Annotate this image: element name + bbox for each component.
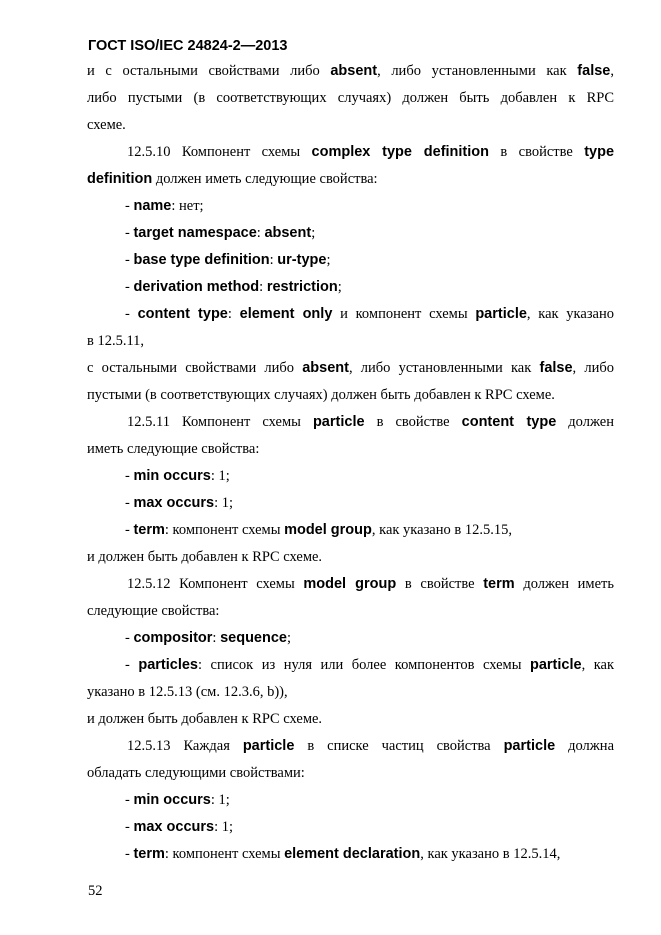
line-text: : список из нуля или более компонентов схемы — [198, 657, 530, 673]
line-text: : — [259, 279, 267, 295]
line-text: : 1; — [214, 819, 234, 835]
line-text: , как указано в 12.5.15, — [371, 522, 512, 538]
text-line — [87, 814, 614, 841]
text-line — [87, 544, 614, 571]
line-text: , как указано — [526, 306, 614, 322]
text-line — [87, 571, 614, 598]
term-text: content type — [461, 414, 557, 430]
text-line — [87, 247, 614, 274]
line-text: , либо — [572, 360, 614, 376]
line-text: схеме. — [87, 117, 126, 133]
text-line — [87, 679, 614, 706]
line-text: , либо установленными как — [348, 360, 540, 376]
line-text: : 1; — [210, 468, 230, 484]
term-text: compositor — [133, 630, 213, 646]
term-text: derivation method — [133, 279, 260, 295]
text-line — [87, 787, 614, 814]
line-text: - — [125, 792, 134, 808]
term-text: absent — [264, 225, 312, 241]
text-line — [87, 652, 614, 679]
line-text: и должен быть добавлен к RPC схеме. — [87, 711, 323, 727]
text-line — [87, 139, 614, 166]
term-text: element only — [239, 306, 333, 322]
term-text: ur-type — [277, 252, 327, 268]
text-line — [87, 463, 614, 490]
line-text: , — [610, 63, 614, 79]
line-text: : компонент схемы — [164, 522, 285, 538]
line-text: - — [125, 657, 139, 673]
text-line — [87, 166, 614, 193]
line-text: - — [125, 846, 134, 862]
line-text: : компонент схемы — [164, 846, 285, 862]
line-text: следующие свойства: — [87, 603, 220, 619]
text-line — [87, 517, 614, 544]
line-text: - — [125, 495, 134, 511]
line-text: - — [125, 252, 134, 268]
text-line — [87, 706, 614, 733]
text-line — [87, 301, 614, 328]
line-text: в свойстве — [489, 144, 585, 160]
line-text: : 1; — [210, 792, 230, 808]
term-text: false — [539, 360, 573, 376]
term-text: min occurs — [133, 468, 211, 484]
text-line — [87, 841, 614, 868]
line-text: - — [125, 630, 134, 646]
term-text: complex type definition — [311, 144, 490, 160]
line-text: и компонент схемы — [332, 306, 476, 322]
term-text: particles — [138, 657, 198, 673]
text-line — [87, 58, 614, 85]
line-text: , как указано в 12.5.14, — [420, 846, 561, 862]
line-text: : — [212, 630, 221, 646]
line-text: - — [125, 819, 134, 835]
line-text: 12.5.12 Компонент схемы — [127, 576, 304, 592]
term-text: sequence — [220, 630, 287, 646]
text-line — [87, 274, 614, 301]
text-line — [87, 436, 614, 463]
text-line — [87, 625, 614, 652]
text-line — [87, 733, 614, 760]
line-text: должен — [556, 414, 614, 430]
term-text: particle — [242, 738, 295, 754]
line-text: 12.5.11 Компонент схемы — [127, 414, 313, 430]
line-text: указано в 12.5.13 (см. 12.3.6, b)), — [87, 684, 288, 700]
text-line — [87, 85, 614, 112]
line-text: - — [125, 279, 134, 295]
document-body — [87, 58, 614, 868]
line-text: либо пустыми (в соответствующих случаях) должен быть добавлен к RPC — [87, 90, 614, 106]
term-text: type — [584, 144, 615, 160]
term-text: element declaration — [284, 846, 421, 862]
line-text: 12.5.10 Компонент схемы — [127, 144, 312, 160]
page-number: 52 — [88, 883, 103, 899]
term-text: absent — [302, 360, 349, 376]
term-text: absent — [330, 63, 378, 79]
term-text: term — [483, 576, 515, 592]
term-text: particle — [503, 738, 556, 754]
line-text: ; — [286, 630, 292, 646]
line-text: 12.5.13 Каждая — [127, 738, 243, 754]
line-text: , либо установленными как — [377, 63, 578, 79]
line-text: : — [256, 225, 265, 241]
term-text: false — [577, 63, 611, 79]
term-text: base type definition — [133, 252, 270, 268]
line-text: - — [125, 225, 134, 241]
line-text: : 1; — [214, 495, 234, 511]
text-line — [87, 598, 614, 625]
line-text: - — [125, 522, 134, 538]
document-header: ГОСТ ISO/IEC 24824-2—2013 — [88, 38, 288, 54]
line-text: должен иметь — [514, 576, 614, 592]
text-line — [87, 760, 614, 787]
line-text: в 12.5.11, — [87, 333, 145, 349]
line-text: и должен быть добавлен к RPC схеме. — [87, 549, 323, 565]
text-line — [87, 382, 614, 409]
line-text: в свойстве — [396, 576, 484, 592]
term-text: particle — [312, 414, 365, 430]
text-line — [87, 328, 614, 355]
term-text: term — [133, 522, 165, 538]
term-text: target namespace — [133, 225, 257, 241]
text-line — [87, 193, 614, 220]
line-text: пустыми (в соответствующих случаях) должен быть добавлен к RPC схеме. — [87, 387, 555, 403]
text-line — [87, 220, 614, 247]
line-text: ; — [337, 279, 342, 295]
term-text: name — [133, 198, 172, 214]
term-text: content type — [137, 306, 228, 322]
term-text: particle — [529, 657, 582, 673]
line-text: , как — [581, 657, 614, 673]
term-text: max occurs — [133, 495, 215, 511]
text-line — [87, 112, 614, 139]
text-line — [87, 490, 614, 517]
line-text: : — [269, 252, 278, 268]
line-text: - — [125, 468, 134, 484]
term-text: model group — [303, 576, 397, 592]
line-text: : нет; — [171, 198, 204, 214]
line-text: с остальными свойствами либо — [87, 360, 303, 376]
line-text: в списке частиц свойства — [294, 738, 504, 754]
term-text: min occurs — [133, 792, 211, 808]
text-line — [87, 355, 614, 382]
line-text: ; — [326, 252, 331, 268]
line-text: обладать следующими свойствами: — [87, 765, 305, 781]
term-text: max occurs — [133, 819, 215, 835]
term-text: definition — [87, 171, 153, 187]
term-text: term — [133, 846, 165, 862]
line-text: ; — [311, 225, 316, 241]
line-text: должна — [555, 738, 615, 754]
line-text: : — [227, 306, 240, 322]
line-text: иметь следующие свойства: — [87, 441, 260, 457]
line-text: - — [125, 198, 134, 214]
term-text: particle — [475, 306, 527, 322]
term-text: model group — [284, 522, 372, 538]
line-text: в свойстве — [364, 414, 462, 430]
line-text: - — [125, 306, 138, 322]
line-text: и с остальными свойствами либо — [87, 63, 331, 79]
line-text: должен иметь следующие свойства: — [152, 171, 378, 187]
term-text: restriction — [266, 279, 338, 295]
text-line — [87, 409, 614, 436]
